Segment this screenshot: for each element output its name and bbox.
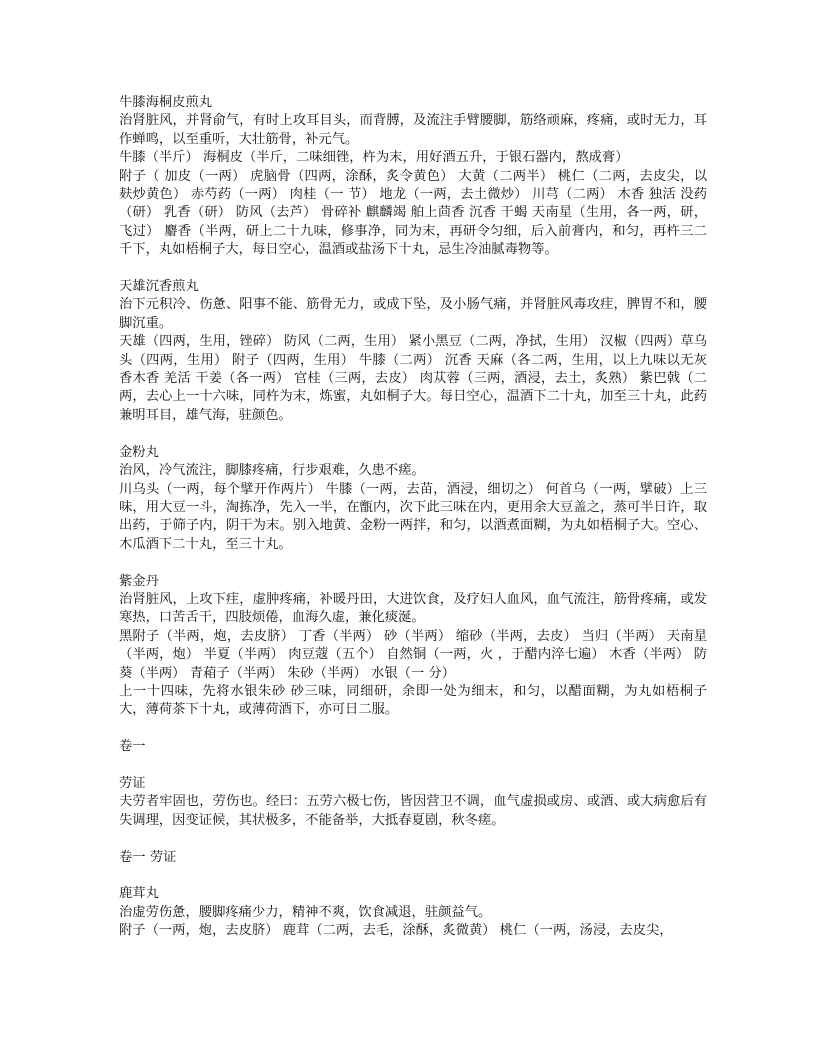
recipe-ingredients: 黑附子（半两，炮，去皮脐） 丁香（半两） 砂（半两） 缩砂（半两，去皮） 当归（半两） 天南星（半两，炮） 半夏（半两） 肉豆蔻（五个） 自然铜（一两，火 ，于醋内淬七遍） 木香（半两） 防葵（半两） 青葙子（半两） 朱砂（半两） 水银（一 分） — [119, 628, 707, 681]
chapter-title: 劳证 — [119, 775, 146, 791]
spacer — [119, 830, 707, 848]
recipe-indication: 治下元积冷、伤惫、阳事不能、筋骨无力，或成下坠，及小肠气痛，并肾脏风毒攻疰，脾胃不和，腰脚沉重。 — [119, 297, 707, 331]
spacer — [119, 554, 707, 572]
chapter-intro: 夫劳者牢固也，劳伤也。经曰：五劳六极七伤，皆因营卫不调，血气虚损或房、或酒、或大病愈后有失调理，因变证候，其状极多，不能备举，大抵春夏剧，秋冬瘥。 — [119, 794, 707, 828]
recipe-section — [119, 444, 707, 554]
recipe-preparation: 上一十四味，先将水银朱砂 砂三味，同细研，余即一处为细末，和匀，以醋面糊，为丸如梧桐子大，薄荷茶下十丸，或薄荷酒下，亦可日二服。 — [119, 683, 707, 718]
recipe-section — [119, 278, 707, 425]
recipe-section — [119, 885, 707, 940]
recipe-section — [119, 573, 707, 720]
spacer — [119, 720, 707, 738]
recipe-title: 紫金丹 — [119, 573, 159, 589]
recipe-section — [119, 94, 707, 260]
recipe-ingredients: 牛膝（半斤） 海桐皮（半斤，二味细锉，杵为末，用好酒五升，于银石器内，熬成膏） — [119, 150, 629, 166]
recipe-ingredients: 川乌头（一两，每个擘开作两片） 牛膝（一两，去苗，酒浸，细切之） 何首乌（一两，擘破）上三味，用大豆一斗，淘拣净，先入一半，在甑内，次下此三味在内，更用余大豆盖之，蒸可半日许，取出药，于筛子内，阴干为末。别入地黄、金粉一两拌，和匀，以酒煮面糊，为丸如梧桐子大。空心、木瓜酒下二十丸，至三十丸。 — [119, 481, 707, 552]
recipe-title: 鹿茸丸 — [119, 886, 159, 902]
recipe-title: 牛膝海桐皮煎丸 — [119, 95, 213, 110]
recipe-indication: 治虚劳伤惫，腰脚疼痛少力，精神不爽，饮食减退，驻颜益气。 — [119, 904, 492, 920]
spacer — [119, 757, 707, 775]
recipe-title: 天雄沉香煎丸 — [119, 279, 199, 295]
recipe-ingredients: 附子（ 加皮（一两） 虎脑骨（四两，涂酥，炙令黄色） 大黄（二两半） 桃仁（二两，去皮尖，以麸炒黄色） 赤芍药（一两） 肉桂（一 节） 地龙（一两，去土微炒） 川芎（二两） 木香 独活 没药（研） 乳香（研） 防风（去芦） 骨碎补 麒麟竭 舶上茴香 沉香 干蝎 天南星（生用，各一两，研，飞过） 麝香（半两，研上二十九味，修事净，同为末，再研令匀细，后入前膏内，和匀，再杵三二千下，丸如梧桐子大，每日空心，温酒或盐汤下十丸，忌生冷油腻毒物等。 — [119, 168, 707, 258]
recipe-indication: 治风，冷气流注，脚膝疼痛，行步艰难，久患不瘥。 — [119, 463, 425, 479]
document-page — [119, 94, 707, 941]
spacer — [119, 867, 707, 885]
recipe-ingredients: 天雄（四两，生用，锉碎） 防风（二两，生用） 紧小黑豆（二两，净拭，生用） 汉椒（四两）草乌头（四两，生用） 附子（四两，生用） 牛膝（二两） 沉香 天麻（各二两，生用，以上九味以无灰香木香 羌活 干姜（各一两） 官桂（三两，去皮） 肉苁蓉（三两，酒浸，去土，炙熟） 紫巴戟（二两，去心上一十六味，同杵为末，炼蜜，丸如桐子大。每日空心，温酒下二十丸，加至三十丸，此药兼明耳目，雄气海，驻颜色。 — [119, 334, 707, 423]
spacer — [119, 260, 707, 278]
recipe-title: 金粉丸 — [119, 444, 159, 460]
recipe-indication: 治肾脏风，上攻下疰，虚肿疼痛，补暖丹田，大进饮食，及疗妇人血风，血气流注，筋骨疼痛，或发寒热，口苦舌干，四肢烦倦，血海久虚，兼化痰涎。 — [119, 591, 707, 626]
chapter-section — [119, 775, 707, 830]
spacer — [119, 425, 707, 443]
volume-heading: 卷一 — [119, 739, 146, 755]
recipe-indication: 治肾脏风，并肾俞气，有时上攻耳目头，而背膊，及流注手臂腰脚，筋络顽麻，疼痛，或时无力，耳作蝉鸣，以至重听，大壮筋骨，补元气。 — [119, 113, 707, 147]
recipe-ingredients: 附子（一两，炮，去皮脐） 鹿茸（二两，去毛，涂酥，炙微黄） 桃仁（一两，汤浸，去皮尖， — [119, 923, 673, 939]
chapter-heading: 卷一 劳证 — [119, 849, 177, 865]
